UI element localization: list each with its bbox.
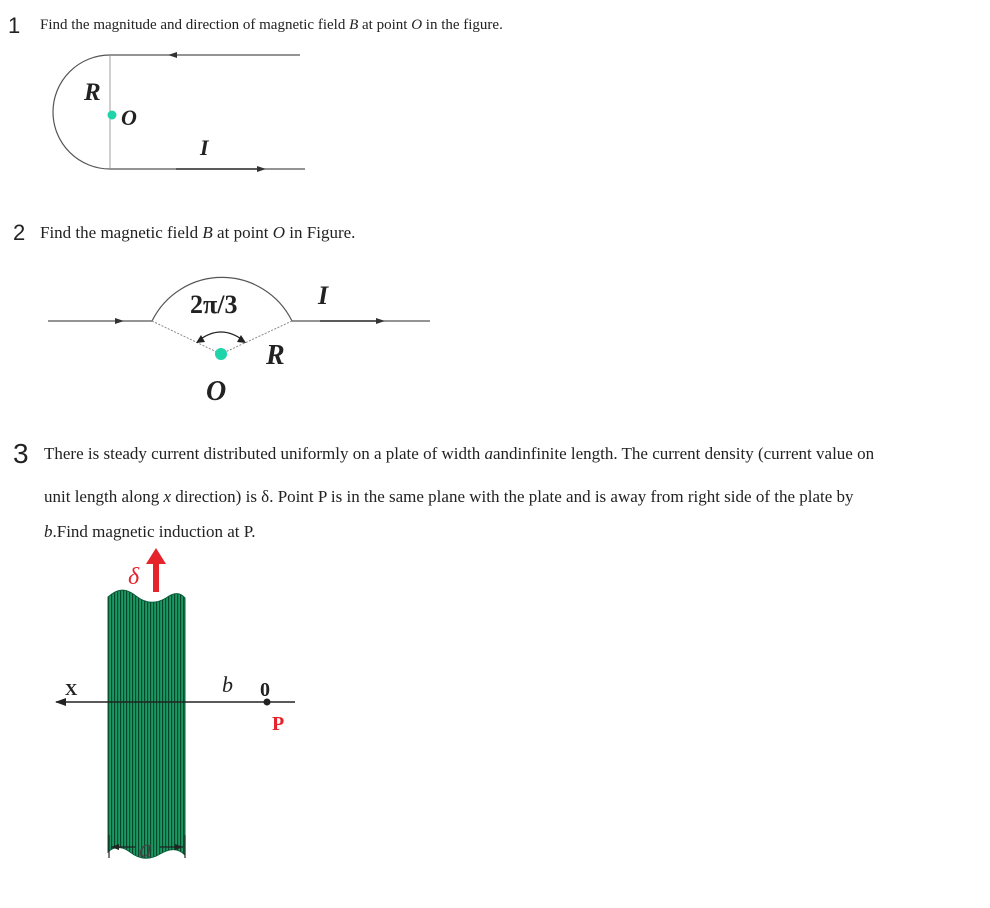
label-P: P — [272, 713, 285, 735]
label-O: O — [121, 105, 137, 130]
plate — [108, 590, 185, 858]
label-I: I — [318, 281, 329, 310]
problem-2-text-b: at point — [212, 223, 273, 242]
label-angle: 2π/3 — [190, 290, 238, 319]
label-R: R — [84, 79, 101, 106]
problem-3-line-2-a: unit length along — [44, 487, 164, 506]
label-X: X — [65, 680, 78, 699]
problem-1-text-a: Find the magnitude and direction of magnetic field — [40, 17, 350, 33]
problem-1-text-b: at point — [358, 17, 412, 33]
label-b: b — [222, 672, 233, 697]
symbol-O: O — [411, 17, 423, 33]
symbol-O: O — [272, 223, 286, 242]
symbol-B: B — [349, 17, 359, 33]
current-arrow-head — [146, 548, 166, 564]
symbol-B: B — [202, 223, 213, 242]
symbol-b: b — [44, 522, 53, 541]
problem-2-text-a: Find the magnetic field — [40, 223, 203, 242]
symbol-a: a — [484, 444, 493, 463]
current-arrow-shaft — [153, 562, 159, 592]
label-a: a — [139, 834, 152, 863]
label-O: O — [206, 376, 227, 407]
problem-3-line-3: .Find magnetic induction at P. — [52, 522, 256, 541]
x-axis-arrow — [55, 698, 66, 706]
symbol-x: x — [163, 487, 172, 506]
problem-1-text-c: in the figure. — [422, 17, 503, 33]
label-delta: δ — [128, 564, 140, 590]
problem-3-line-1-a: There is steady current distributed uniformly on a plate of width — [44, 444, 485, 463]
problem-2-number: 2 — [13, 220, 26, 245]
problem-3-line-1-b: andinfinite length. The current density (current value on — [492, 444, 875, 463]
label-I: I — [200, 135, 209, 160]
label-R: R — [266, 340, 285, 371]
problem-1-number: 1 — [8, 13, 21, 38]
problem-3-number: 3 — [13, 438, 29, 469]
problem-3-line-2-b: direction) is δ. Point P is in the same plane with the plate and is away from right side of the plate by — [171, 487, 854, 506]
problem-2-text-c: in Figure. — [285, 223, 356, 242]
label-zero: 0 — [260, 679, 270, 701]
